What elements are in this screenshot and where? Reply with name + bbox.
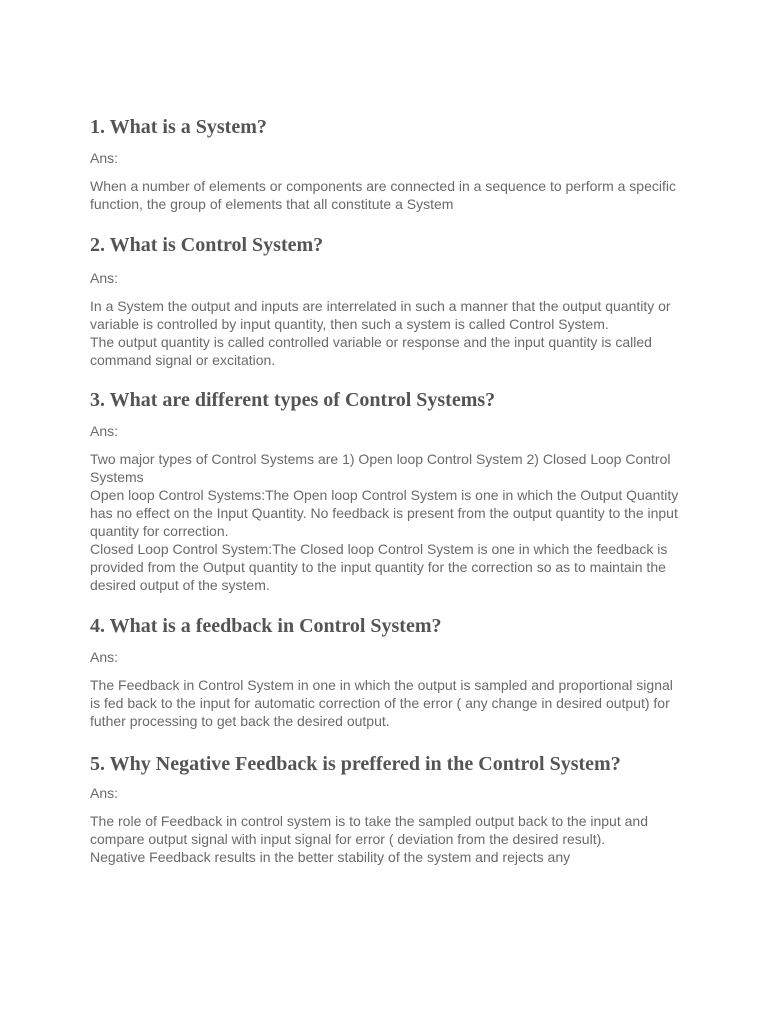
answer-text: [90, 297, 680, 369]
answer-text: [90, 450, 680, 594]
answer-paragraph: The role of Feedback in control system is to take the sampled output back to the input and compare output signal with input signal for error ( deviation from the desired result).: [90, 813, 648, 847]
answer-paragraph: In a System the output and inputs are interrelated in such a manner that the output quantity or variable is controlled by input quantity, then such a system is called Control System.: [90, 298, 671, 332]
answer-label: Ans:: [90, 150, 119, 166]
answer-text: [90, 177, 680, 213]
question-heading: 2. What is Control System?: [90, 234, 324, 256]
answer-paragraph: Open loop Control Systems:The Open loop Control System is one in which the Output Quantity has no effect on the Input Quantity. No feedback is present from the output quantity to the input quantity for correction.: [90, 487, 679, 539]
answer-paragraph: When a number of elements or components are connected in a sequence to perform a specific function, the group of elements that all constitute a System: [90, 178, 676, 212]
answer-text: [90, 812, 680, 866]
answer-text: [90, 676, 680, 730]
answer-label: Ans:: [90, 785, 119, 801]
answer-paragraph: Negative Feedback results in the better stability of the system and rejects any: [90, 849, 571, 865]
answer-paragraph: Two major types of Control Systems are 1) Open loop Control System 2) Closed Loop Control Systems: [90, 451, 671, 485]
qa-section-3: [90, 386, 680, 594]
qa-section-4: [90, 612, 680, 730]
document-page: [90, 113, 680, 866]
question-heading: 4. What is a feedback in Control System?: [90, 615, 442, 637]
answer-label: Ans:: [90, 423, 119, 439]
answer-paragraph: The output quantity is called controlled variable or response and the input quantity is called command signal or excitation.: [90, 334, 652, 368]
qa-section-1: [90, 113, 680, 213]
question-heading: 1. What is a System?: [90, 116, 267, 138]
answer-label: Ans:: [90, 649, 119, 665]
answer-paragraph: The Feedback in Control System in one in which the output is sampled and proportional signal is fed back to the input for automatic correction of the error ( any change in desired output) for futher processing to get back the desired output.: [90, 677, 673, 729]
question-heading: 3. What are different types of Control Systems?: [90, 389, 496, 411]
qa-section-5: [90, 750, 680, 866]
question-heading: 5. Why Negative Feedback is preffered in the Control System?: [90, 753, 621, 775]
qa-section-2: [90, 231, 680, 369]
answer-paragraph: Closed Loop Control System:The Closed loop Control System is one in which the feedback is provided from the Output quantity to the input quantity for the correction so as to maintain the desired output of the system.: [90, 541, 668, 593]
answer-label: Ans:: [90, 270, 119, 286]
